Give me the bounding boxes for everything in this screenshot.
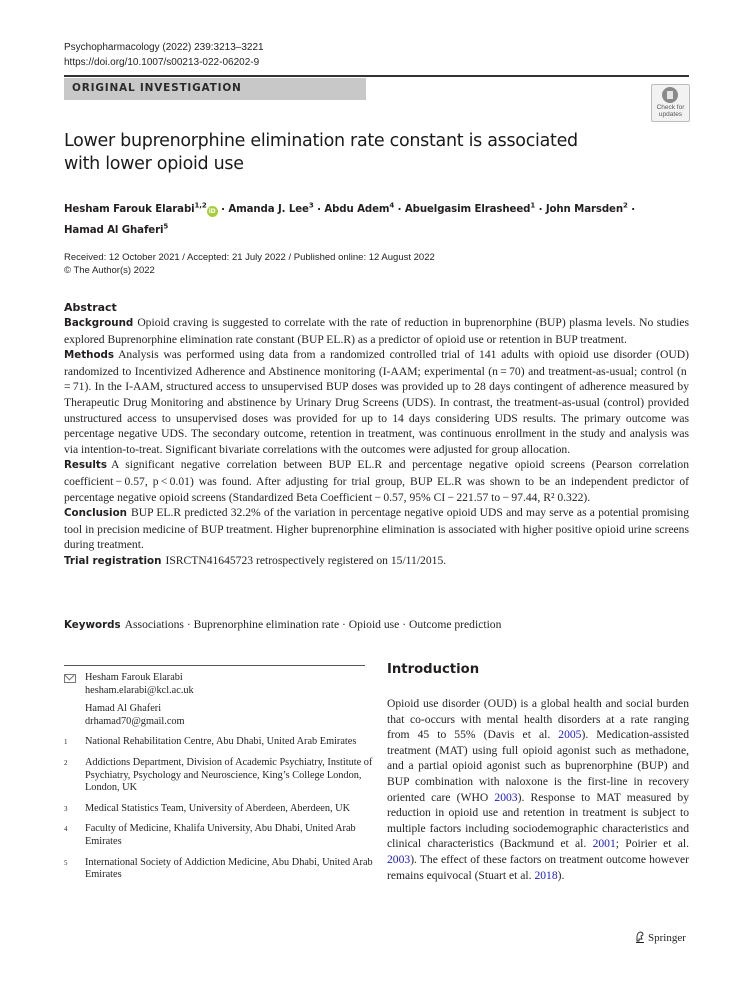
history-dates: Received: 12 October 2021 / Accepted: 21 July 2022 / Published online: 12 August 2022 — [64, 252, 435, 263]
springer-horse-icon — [635, 931, 645, 943]
author[interactable]: Abdu Adem$^4$ — [324, 202, 395, 216]
orcid-icon[interactable]: iD — [207, 206, 218, 217]
abstract-heading: Abstract — [64, 301, 117, 314]
publisher-name: Springer — [648, 932, 686, 944]
introduction-heading: Introduction — [387, 662, 480, 677]
introduction-section — [387, 661, 689, 883]
affiliation: 3 Medical Statistics Team, University of Aberdeen, Aberdeen, UK — [64, 802, 351, 814]
footnote-rule — [64, 665, 365, 666]
crossmark-text: Check for updates — [656, 104, 685, 118]
abstract-conclusion: Conclusion BUP EL.R predicted 32.2% of the variation in percentage negative opioid UDS and may serve as a potential promising tool in precision medicine of BUP treatment. Higher buprenorphine elimination is associated with higher positive opioid urine screens during treatment. — [64, 506, 689, 552]
check-for-updates-badge[interactable] — [651, 84, 690, 122]
keywords — [64, 617, 501, 633]
abstract-trial-registration: Trial registration ISRCTN41645723 retrospectively registered on 15/11/2015. — [64, 553, 447, 567]
affiliation: 4 Faculty of Medicine, Khalifa University, Abu Dhabi, United Arab Emirates — [64, 823, 356, 847]
affiliation: 1 National Rehabilitation Centre, Abu Dhabi, United Arab Emirates — [64, 736, 357, 748]
journal-citation: Psychopharmacology (2022) 239:3213–3221 — [64, 42, 264, 53]
citation-link[interactable]: 2003 — [494, 790, 518, 804]
footnotes — [64, 672, 374, 890]
publication-dates — [64, 251, 435, 277]
crossmark-icon — [662, 87, 678, 103]
abstract-methods: Methods Analysis was performed using data from a randomized controlled trial of 141 adults with opioid use disorder (OUD) randomized to Incentivized Adherence and Abstinence monitoring (I-AAM; experimental (n = 70) and treatment-as-usual; control (n = 71). In the I-AAM, structured access to unsupervised BUP doses was provided up to 28 days contingent of adherence measured by Therapeutic Drug Monitoring and abstinence by Urinary Drug Screens (UDS). In contrast, the treatment-as-usual (control) provided unstructured access to unsupervised doses was provided for up to 14 days considering UDS results. The primary outcome was percentage negative UDS. The secondary outcome, retention in treatment, was continuous enrollment in the study and analysis was via intention-to-treat. Significant bivariate correlations with the outcomes were adjusted for group allocation. — [64, 348, 689, 456]
citation-link[interactable]: 2005 — [558, 728, 582, 742]
citation-link[interactable]: 2001 — [592, 837, 616, 851]
copyright: © The Author(s) 2022 — [64, 265, 155, 276]
publisher-logo — [635, 931, 686, 944]
abstract-section — [64, 300, 689, 570]
citation-link[interactable]: 2018 — [534, 868, 558, 882]
article-title: Lower buprenorphine elimination rate constant is associated with lower opioid use — [64, 131, 578, 174]
author[interactable]: Hesham Farouk Elarabi$^{1,2}$ — [64, 202, 207, 216]
citation-link[interactable]: 2003 — [387, 852, 411, 866]
author[interactable]: Amanda J. Lee$^3$ — [228, 202, 314, 216]
keywords-text: Associations · Buprenorphine elimination rate · Opioid use · Outcome prediction — [124, 618, 502, 631]
affiliation: 2 Addictions Department, Division of Academic Psychiatry, Institute of Psychiatry, Psychology and Neuroscience, King’s College London, London, UK — [64, 756, 373, 794]
affiliation: 5 International Society of Addiction Medicine, Abu Dhabi, United Arab Emirates — [64, 856, 373, 881]
abstract-background: Background Opioid craving is suggested to correlate with the rate of reduction in buprenorphine (BUP) plasma levels. No studies explored Buprenorphine elimination rate constant (BUP EL.R) as a predictor of opioid use or retention in BUP treatment. — [64, 316, 689, 346]
email-link[interactable]: drhamad70@gmail.com — [85, 715, 185, 727]
envelope-icon — [64, 674, 76, 683]
email-link[interactable]: hesham.elarabi@kcl.ac.uk — [85, 684, 194, 696]
author[interactable]: Hamad Al Ghaferi$^5$ — [64, 222, 169, 236]
author[interactable]: John Marsden$^2$ — [545, 202, 628, 216]
journal-header — [64, 40, 264, 70]
introduction-paragraph: Opioid use disorder (OUD) is a global health and social burden that co-occurs with mental health disorders at a rate ranging from 45 to 55% (Davis et al. 2005). Medication-assisted treatment (MAT) using full opioid agonist such as methadone, and a partial opioid agonist such as buprenorphine (BUP) and BUP combination with naloxone is the first-line in recovery oriented care (WHO 2003). Response to MAT measured by reduction in opioid use and retention in treatment is subject to multiple factors including sociodemographic characteristics and clinical characteristics (Backmund et al. 2001; Poirier et al. 2003). The effect of these factors on treatment outcome however remains equivocal (Stuart et al. 2018). — [387, 697, 690, 882]
doi-link[interactable]: https://doi.org/10.1007/s00213-022-06202-9 — [64, 57, 260, 68]
author[interactable]: Abuelgasim Elrasheed$^1$ — [404, 202, 536, 216]
abstract-results: Results A significant negative correlation between BUP EL.R and percentage negative opioid screens (Pearson correlation coefficient − 0.57, p < 0.01) was found. After adjusting for trial group, BUP EL.R was shown to be an independent predictor of percentage negative opioid screens (Standardized Beta Coefficient − 0.57, 95% CI − 221.57 to − 97.44, R² 0.322). — [64, 458, 689, 504]
keywords-label: Keywords — [64, 619, 121, 631]
header-rule — [64, 75, 689, 77]
article-type-label: ORIGINAL INVESTIGATION — [72, 82, 242, 94]
correspondence: Hesham Farouk Elarabi hesham.elarabi@kcl.ac.uk Hamad Al Ghaferi drhamad70@gmail.com — [64, 672, 374, 728]
article-type-banner — [64, 78, 366, 100]
author-list: Hesham Farouk Elarabi$^{1,2}$iD · Amanda J. Lee$^3$ · Abdu Adem$^4$ · Abuelgasim Elrasheed$^1$ · John Marsden$^2$ · Hamad Al Ghaferi$^5$ — [64, 202, 636, 236]
